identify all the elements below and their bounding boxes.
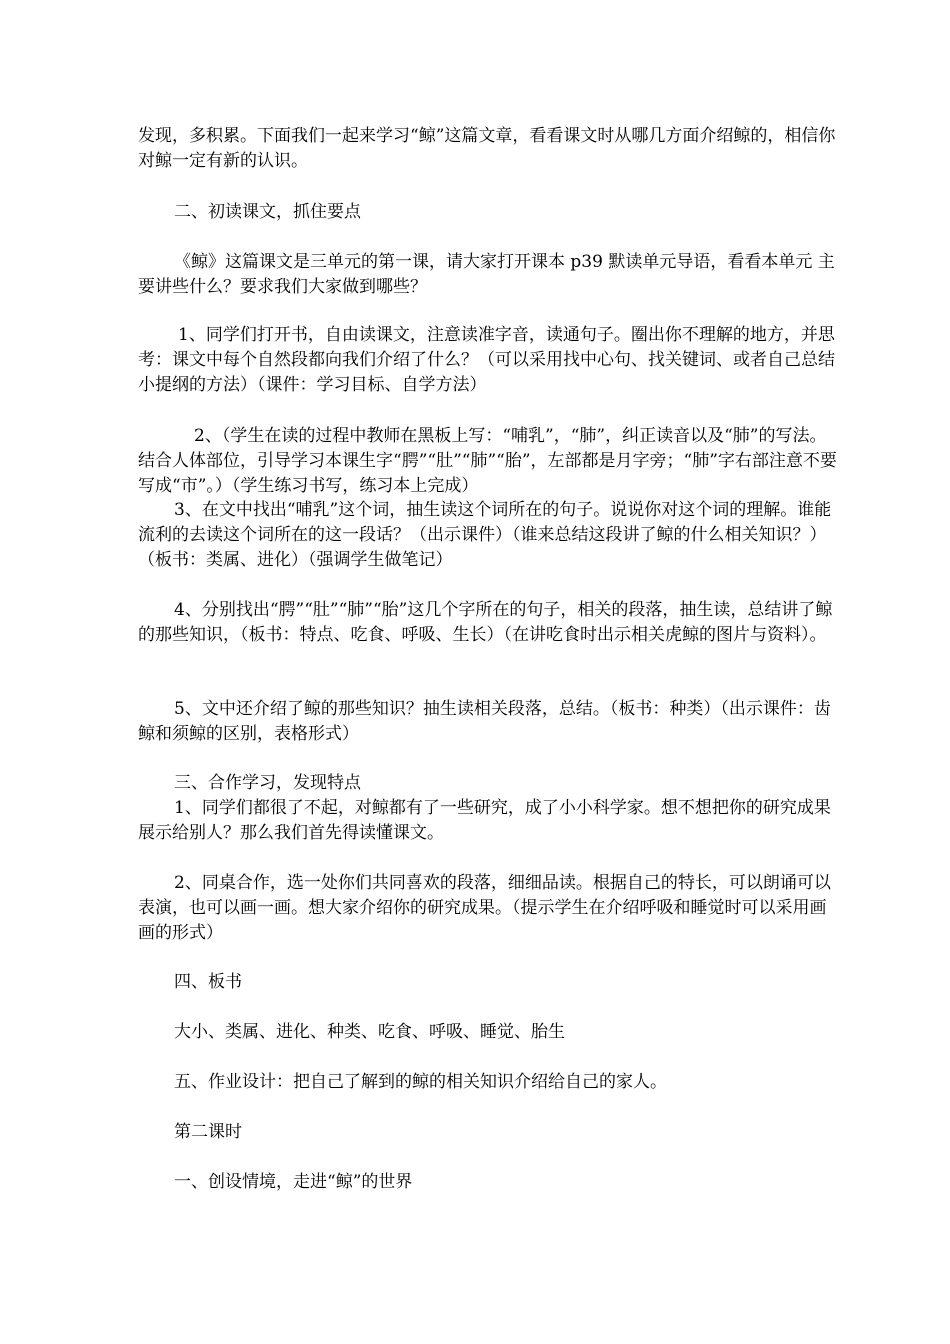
board-content: 大小、类属、进化、种类、吃食、呼吸、睡觉、胎生 xyxy=(174,1022,565,1042)
step-4-paragraph: 4、分别找出“腭”“肚”“肺”“胎”这几个字所在的句子，相关的段落，抽生读，总结讲了鲸的那些知识，（板书：特点、吃食、呼吸、生长）（在讲吃食时出示相关虎鲸的图片与资料）。 xyxy=(138,600,833,645)
section-4-heading: 四、板书 xyxy=(174,972,242,992)
step-3-paragraph: 3、在文中找出“哺乳”这个词，抽生读这个词所在的句子。说说你对这个词的理解。谁能流利的去读这个词所在的这一段话？（出示课件）（谁来总结这段讲了鲸的什么相关知识？）（板书：类属、进化）（强调学生做笔记） xyxy=(138,500,832,570)
section-2-intro: 《鲸》这篇课文是三单元的第一课，请大家打开课本 p39 默读单元导语，看看本单元 主要讲些什么？要求我们大家做到哪些？ xyxy=(138,252,835,297)
section-3-step-1: 1、同学们都很了不起，对鲸都有了一些研究，成了小小科学家。想不想把你的研究成果展示给别人？那么我们首先得读懂课文。 xyxy=(138,798,831,843)
lesson-2-section-1-heading: 一、创设情境，走进“鲸”的世界 xyxy=(174,1172,413,1192)
section-3-heading: 三、合作学习，发现特点 xyxy=(174,773,361,793)
intro-paragraph: 发现，多积累。下面我们一起来学习“鲸”这篇文章，看看课文时从哪几方面介绍鲸的，相信你对鲸一定有新的认识。 xyxy=(138,126,836,171)
lesson-2-title: 第二课时 xyxy=(174,1122,242,1142)
step-2-paragraph: 2、（学生在读的过程中教师在黑板上写：“哺乳”，“肺”，纠正读音以及“肺”的写法。结合人体部位，引导学习本课生字“腭”“肚”“肺”“胎”，左部都是月字旁；“肺”字右部注意不要写成“市”。）（学生练习书写，练习本上完成） xyxy=(138,426,837,496)
step-5-paragraph: 5、文中还介绍了鲸的那些知识？抽生读相关段落，总结。（板书：种类）（出示课件：齿鲸和须鲸的区别，表格形式） xyxy=(138,699,831,744)
section-3-step-2: 2、同桌合作，选一处你们共同喜欢的段落，细细品读。根据自己的特长，可以朗诵可以表演，也可以画一画。想大家介绍你的研究成果。（提示学生在介绍呼吸和睡觉时可以采用画画的形式） xyxy=(138,873,831,943)
section-5-homework: 五、作业设计：把自己了解到的鲸的相关知识介绍给自己的家人。 xyxy=(174,1072,667,1092)
section-2-heading: 二、初读课文，抓住要点 xyxy=(174,202,361,222)
step-1-paragraph: 1、同学们打开书，自由读课文，注意读准字音，读通句子。圈出你不理解的地方，并思考：课文中每个自然段都向我们介绍了什么？（可以采用找中心句、找关键词、或者自己总结小提纲的方法）（课件：学习目标、自学方法） xyxy=(138,325,835,395)
